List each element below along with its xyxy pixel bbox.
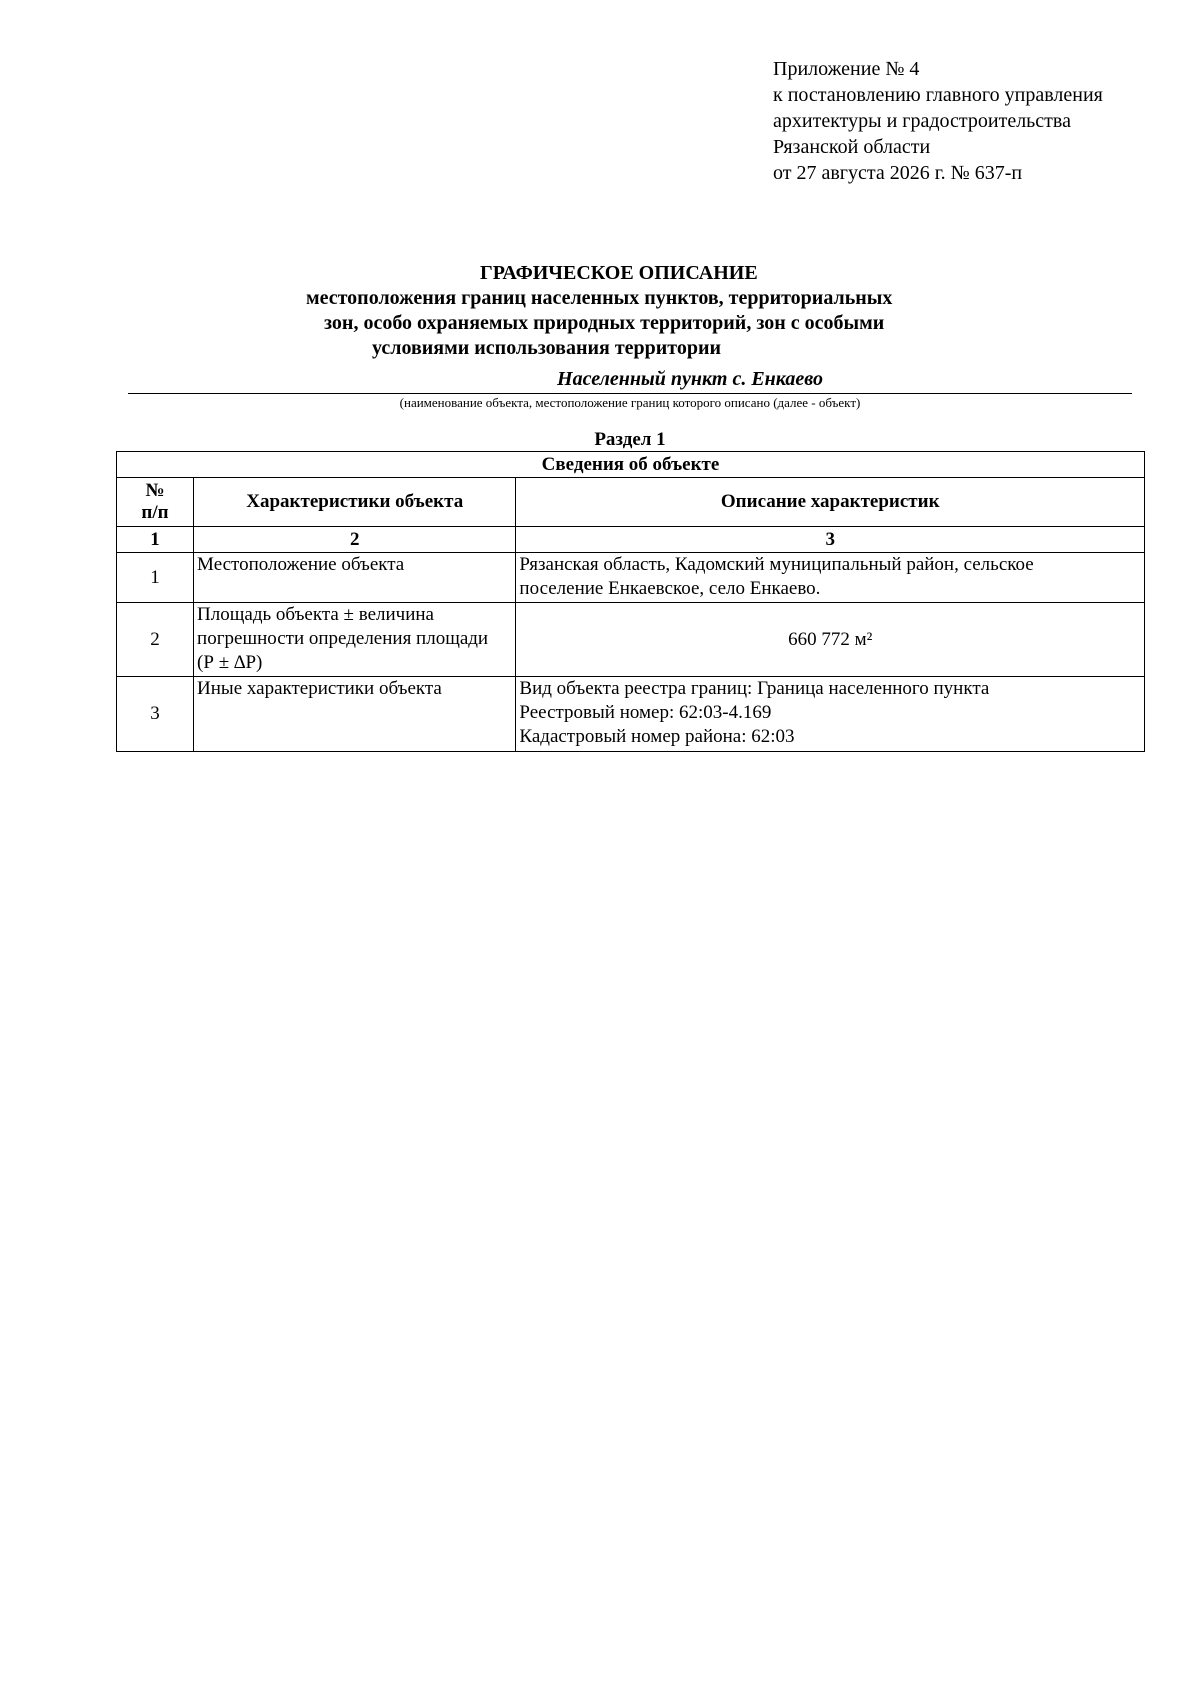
row-characteristic-line: Иные характеристики объекта <box>197 678 442 699</box>
header-number-abbr: п/п <box>141 502 169 523</box>
section-title: Раздел 1 <box>594 429 666 450</box>
object-name <box>128 367 1132 391</box>
table-row <box>117 677 1145 752</box>
title-subtitle-line: условиями использования территории <box>372 337 722 359</box>
appendix-reference-line: архитектуры и градостроительства <box>773 110 1071 132</box>
row-description-line: Кадастровый номер района: 62:03 <box>519 726 795 747</box>
table-header-row <box>117 478 1145 527</box>
row-description-line: Реестровый номер: 62:03-4.169 <box>519 702 772 723</box>
header-characteristics: Характеристики объекта <box>194 478 516 527</box>
table-row <box>117 603 1145 677</box>
appendix-reference-line: к постановлению главного управления <box>773 84 1103 106</box>
row-characteristic <box>194 677 516 752</box>
row-description-line: Вид объекта реестра границ: Граница населенного пункта <box>519 678 990 699</box>
row-description <box>516 553 1145 603</box>
appendix-date-number: от 27 августа 2026 г. № 637-п <box>773 162 1023 184</box>
row-number: 1 <box>117 553 194 603</box>
area-value: 660 772 м² <box>788 628 873 650</box>
column-number: 3 <box>516 527 1145 553</box>
title-subtitle-line: зон, особо охраняемых природных территорий, зон с особыми <box>324 312 885 334</box>
object-name-underline <box>128 393 1132 394</box>
object-name-text: Населенный пункт с. Енкаево <box>557 368 823 390</box>
row-characteristic <box>194 603 516 677</box>
row-characteristic-line: Площадь объекта ± величина <box>197 604 434 625</box>
row-characteristic-line: погрешности определения площади <box>197 628 489 649</box>
row-characteristic-line: Местоположение объекта <box>197 554 405 575</box>
appendix-reference-line: Рязанской области <box>773 136 931 158</box>
table-caption-row <box>117 452 1145 478</box>
header-description: Описание характеристик <box>516 478 1145 527</box>
table-row <box>117 553 1145 603</box>
row-number: 2 <box>117 603 194 677</box>
row-description-line: Рязанская область, Кадомский муниципальный район, сельское <box>519 554 1034 575</box>
appendix-number: Приложение № 4 <box>773 58 920 80</box>
object-caption: (наименование объекта, местоположение границ которого описано (далее - объект) <box>399 395 861 410</box>
column-number-row <box>117 527 1145 553</box>
row-description-line: поселение Енкаевское, село Енкаево. <box>519 578 821 599</box>
row-characteristic-line: (Р ± ∆Р) <box>197 652 263 673</box>
row-number: 3 <box>117 677 194 752</box>
header-number <box>117 478 194 527</box>
column-number: 1 <box>117 527 194 553</box>
row-description <box>516 603 1145 677</box>
row-characteristic <box>194 553 516 603</box>
table-caption: Сведения об объекте <box>117 452 1145 478</box>
title-subtitle-line: местоположения границ населенных пунктов, территориальных <box>306 287 893 309</box>
object-info-table <box>116 451 1145 752</box>
title-main: ГРАФИЧЕСКОЕ ОПИСАНИЕ <box>480 262 758 284</box>
column-number: 2 <box>194 527 516 553</box>
row-description <box>516 677 1145 752</box>
appendix-header <box>773 56 1103 186</box>
header-number-symbol: № <box>145 480 165 501</box>
